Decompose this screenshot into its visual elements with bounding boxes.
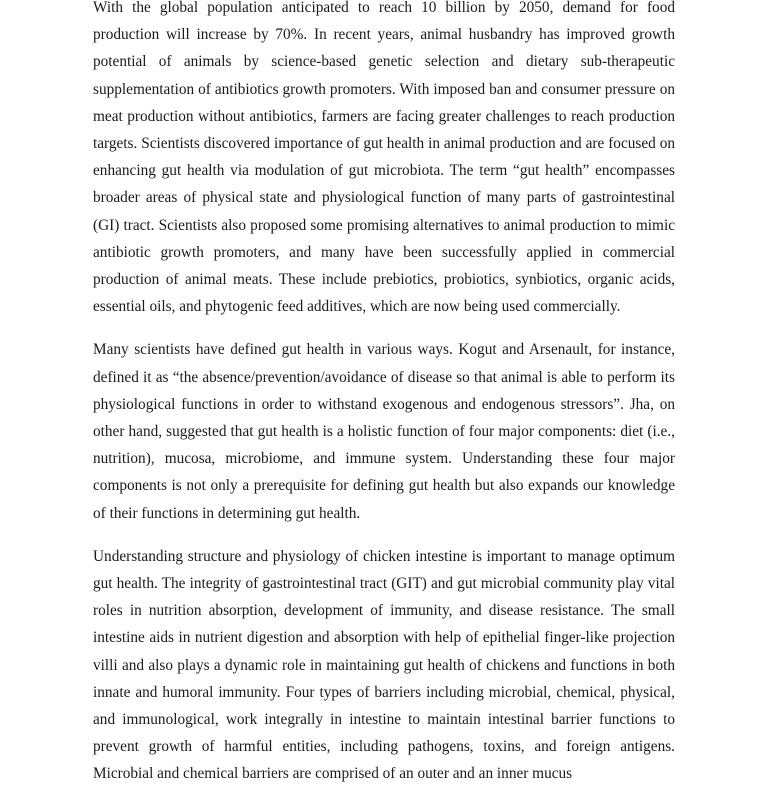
document-page	[93, 0, 675, 804]
paragraph-gut-health-definition: Many scientists have defined gut health in various ways. Kogut and Arsenault, for instance, defined it as “the absence/prevention/avoidance of disease so that animal is able to perform its physiological functions in order to withstand exogenous and endogenous stressors”. Jha, on other hand, suggested that gut health is a holistic function of four major components: diet (i.e., nutrition), mucosa, microbiome, and immune system. Understanding these four major components is not only a prerequisite for defining gut health but also expands our knowledge of their functions in determining gut health.	[93, 341, 675, 522]
paragraph-chicken-intestine: Understanding structure and physiology of chicken intestine is important to manage optimum gut health. The integrity of gastrointestinal tract (GIT) and gut microbial community play vital roles in nutrition absorption, development of immunity, and disease resistance. The small intestine aids in nutrient digestion and absorption with help of epithelial finger-like projection villi and also plays a dynamic role in maintaining gut health of chickens and functions in both innate and humoral immunity. Four types of barriers including microbial, chemical, physical, and immunological, work integrally in intestine to maintain intestinal barrier functions to prevent growth of harmful entities, including pathogens, toxins, and foreign antigens. Microbial and chemical barriers are comprised of an outer and an inner mucus	[93, 547, 675, 783]
paragraph-intro: With the global population anticipated to reach 10 billion by 2050, demand for food production will increase by 70%. In recent years, animal husbandry has improved growth potential of animals by science-based genetic selection and dietary sub-therapeutic supplementation of antibiotics growth promoters. With imposed ban and consumer pressure on meat production without antibiotics, farmers are facing greater challenges to reach production targets. Scientists discovered importance of gut health in animal production and are focused on enhancing gut health via modulation of gut microbiota. The term “gut health” encompasses broader areas of physical state and physiological function of many parts of gastrointestinal (GI) tract. Scientists also proposed some promising alternatives to animal production to mimic antibiotic growth promoters, and many have been successfully applied in commercial production of animal meats. These include prebiotics, probiotics, synbiotics, organic acids, essential oils, and phytogenic feed additives, which are now being used commercially.	[93, 0, 675, 316]
